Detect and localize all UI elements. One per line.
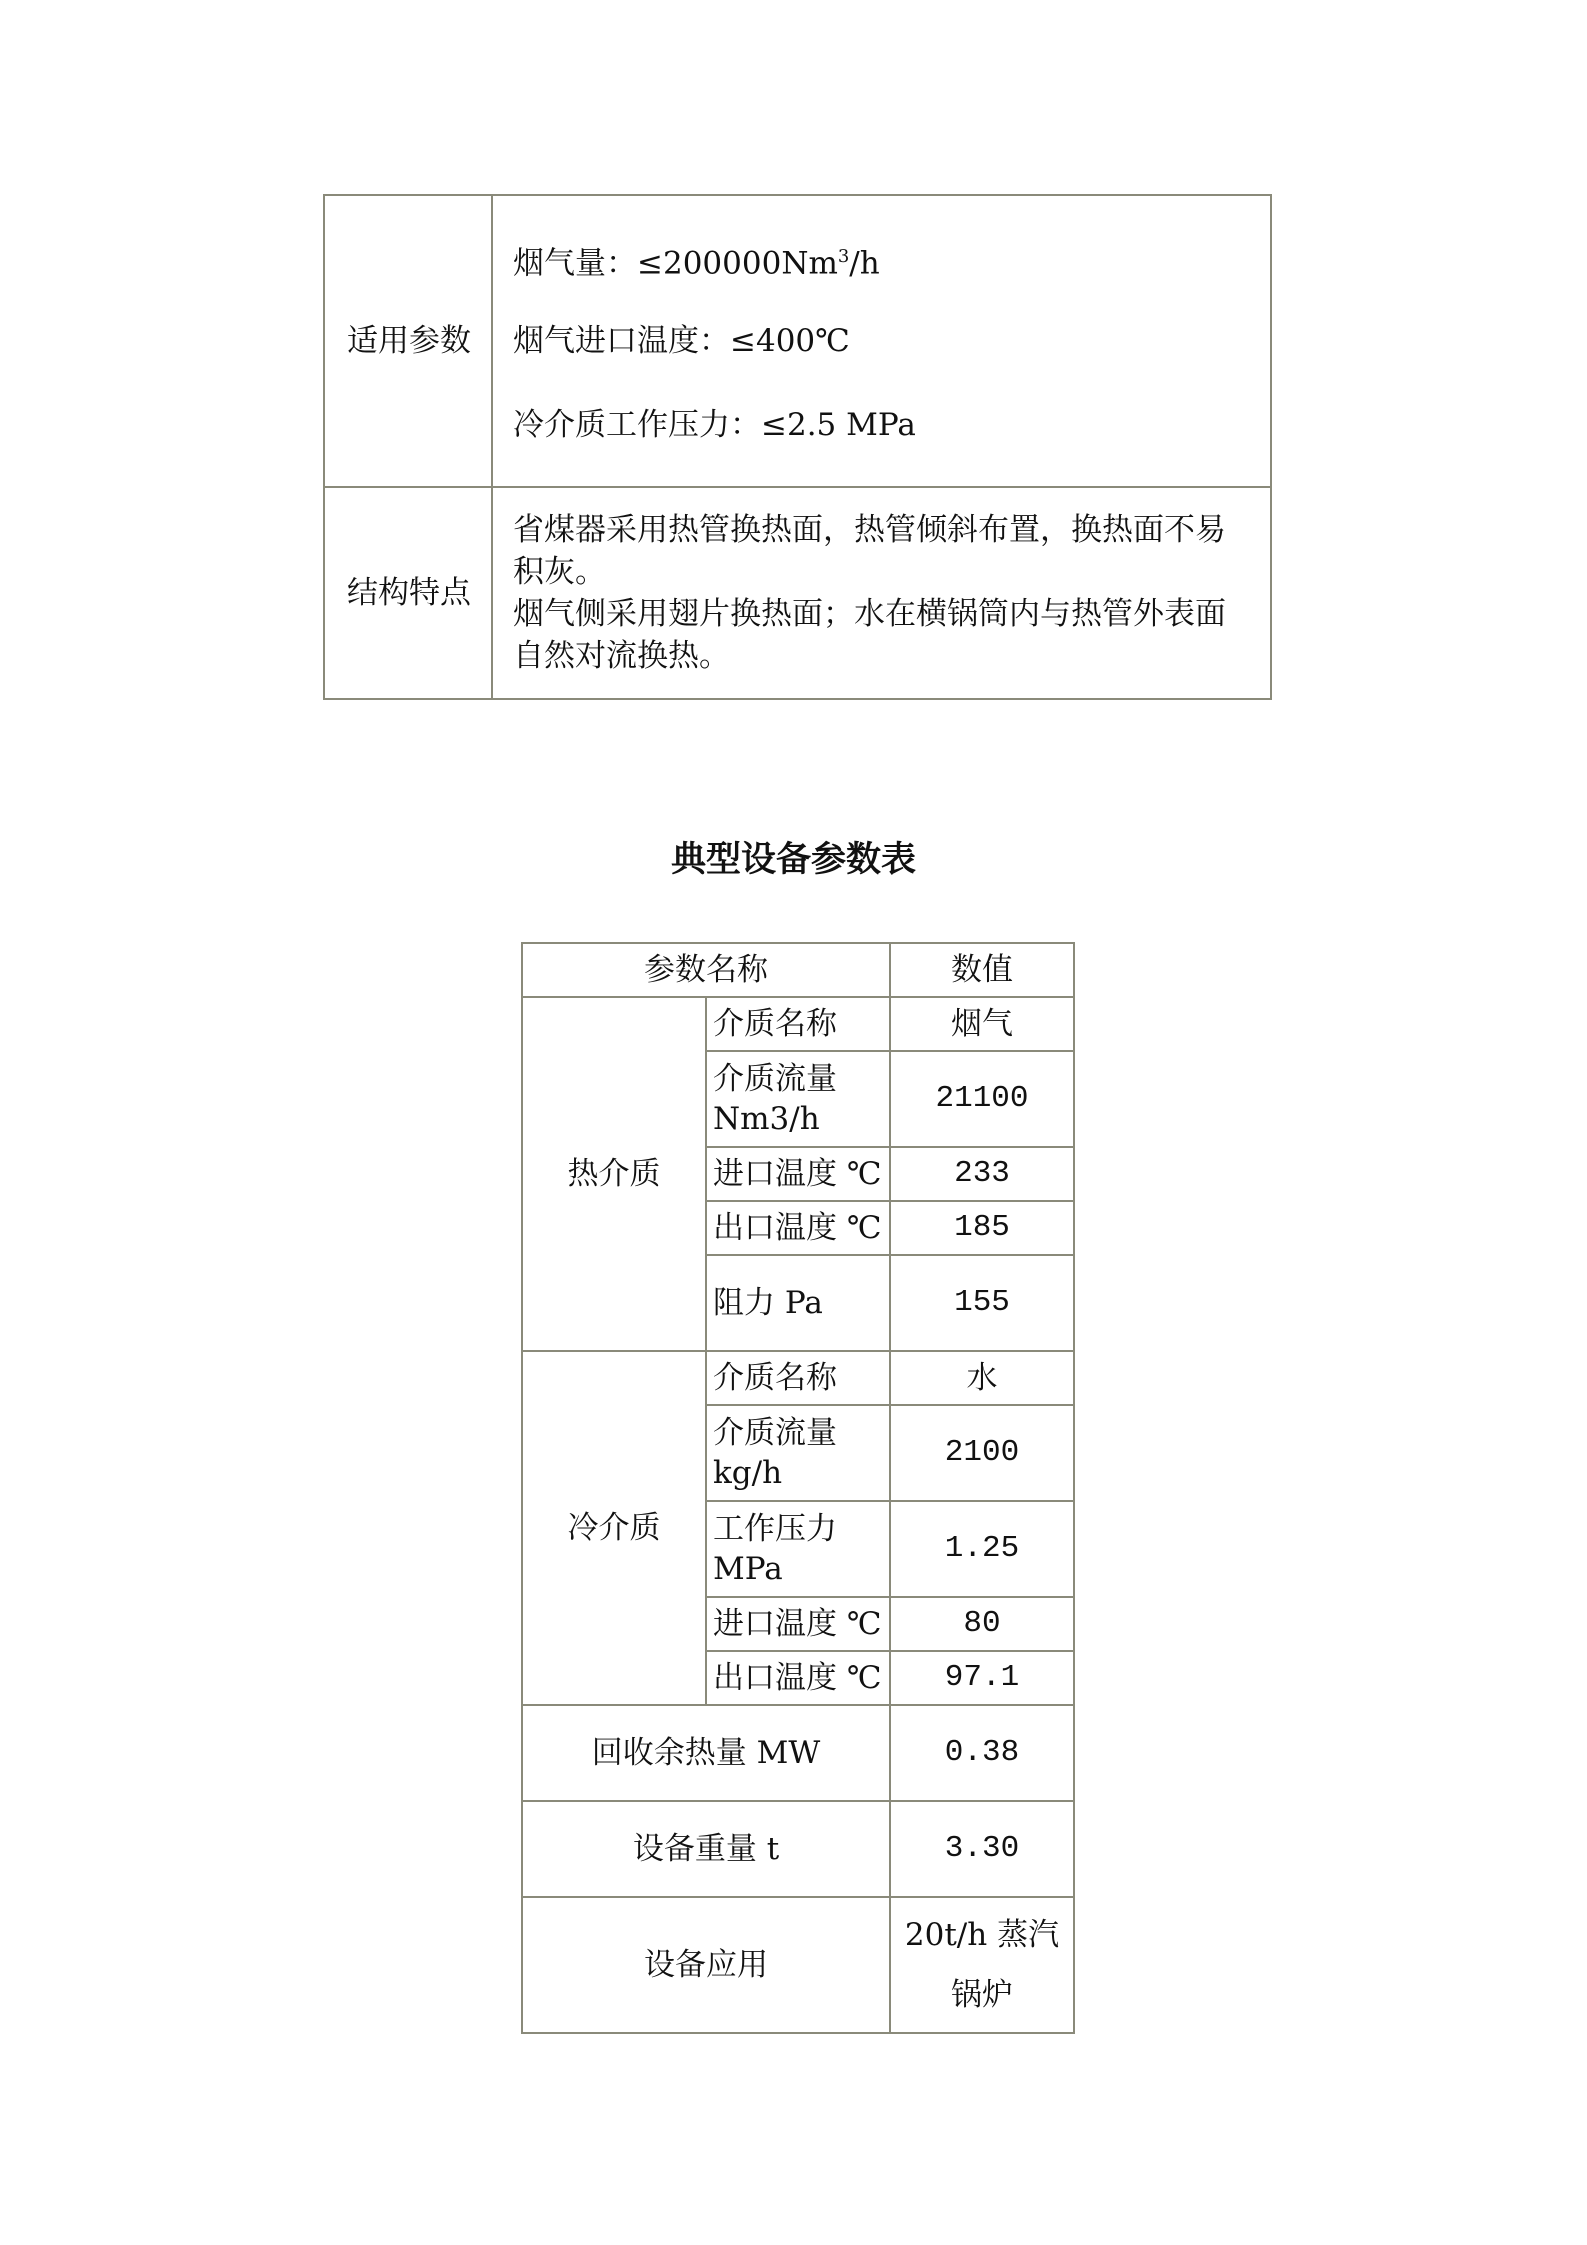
- equipment-parameter-table: [521, 942, 1075, 2034]
- row-label: 结构特点: [324, 487, 492, 699]
- param-cell: 介质名称: [706, 1351, 890, 1405]
- value-cell: 155: [890, 1255, 1074, 1351]
- param-cell: 出口温度 ℃: [706, 1201, 890, 1255]
- param-cell: 出口温度 ℃: [706, 1651, 890, 1705]
- spec-row-structure: [324, 487, 1271, 699]
- value-cell: 233: [890, 1147, 1074, 1201]
- value-cell: 2100: [890, 1405, 1074, 1501]
- table-row: [522, 1705, 1074, 1801]
- value-cell: 0.38: [890, 1705, 1074, 1801]
- table-row: [522, 1897, 1074, 2033]
- param-cell: 设备重量 t: [522, 1801, 890, 1897]
- header-value: 数值: [890, 943, 1074, 997]
- param-line-inlet-temp: 烟气进口温度：≤400℃: [513, 323, 850, 359]
- table-row: [522, 1801, 1074, 1897]
- table-row: [522, 1351, 1074, 1405]
- header-param-name: 参数名称: [522, 943, 890, 997]
- group-hot-medium: 热介质: [522, 997, 706, 1351]
- value-cell: 3.30: [890, 1801, 1074, 1897]
- value-cell: 97.1: [890, 1651, 1074, 1705]
- param-cell: 设备应用: [522, 1897, 890, 2033]
- value-cell: 21100: [890, 1051, 1074, 1147]
- value-cell: 烟气: [890, 997, 1074, 1051]
- params-cell: [492, 195, 1271, 487]
- param-cell: 介质流量 kg/h: [706, 1405, 890, 1501]
- param-cell: 介质名称: [706, 997, 890, 1051]
- value-cell: 1.25: [890, 1501, 1074, 1597]
- row-label: 适用参数: [324, 195, 492, 487]
- group-cold-medium: 冷介质: [522, 1351, 706, 1705]
- value-cell: 185: [890, 1201, 1074, 1255]
- value-cell: 80: [890, 1597, 1074, 1651]
- param-line-working-pressure: 冷介质工作压力：≤2.5 MPa: [513, 407, 916, 443]
- value-cell: 水: [890, 1351, 1074, 1405]
- page-title: 典型设备参数表: [670, 839, 916, 880]
- param-cell: 回收余热量 MW: [522, 1705, 890, 1801]
- table-header-row: [522, 943, 1074, 997]
- table-row: [522, 997, 1074, 1051]
- param-cell: 进口温度 ℃: [706, 1147, 890, 1201]
- param-cell: 介质流量 Nm3/h: [706, 1051, 890, 1147]
- param-cell: 进口温度 ℃: [706, 1597, 890, 1651]
- param-line-flue-gas-volume: 烟气量：$\le 200000Nm^3/h$: [513, 245, 880, 282]
- structure-cell: [492, 487, 1271, 699]
- value-cell: 20t/h 蒸汽锅炉: [890, 1897, 1074, 2033]
- spec-table: [323, 194, 1272, 700]
- structure-paragraph: 烟气侧采用翅片换热面；水在横锅筒内与热管外表面自然对流换热。: [513, 596, 1226, 674]
- param-cell: 阻力 Pa: [706, 1255, 890, 1351]
- spec-row-params: [324, 195, 1271, 487]
- param-cell: 工作压力 MPa: [706, 1501, 890, 1597]
- structure-paragraph: 省煤器采用热管换热面，热管倾斜布置，换热面不易积灰。: [513, 512, 1226, 590]
